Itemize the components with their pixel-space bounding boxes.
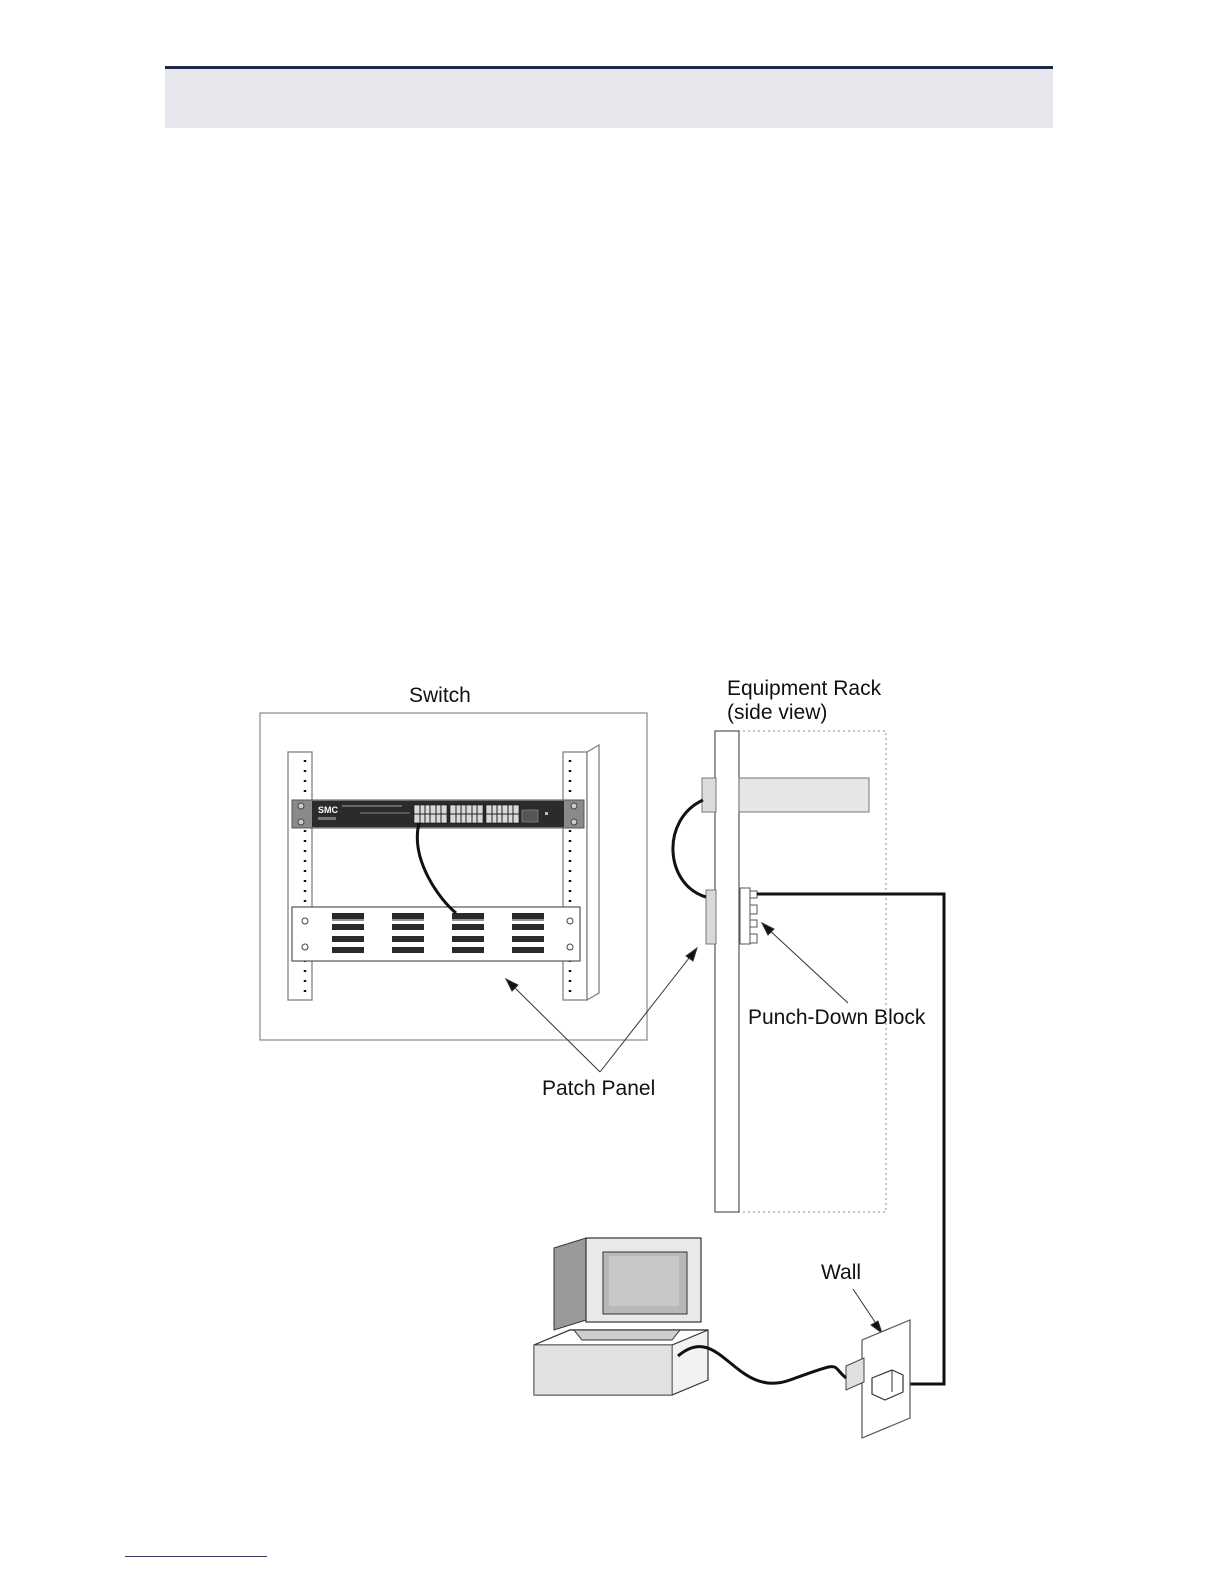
equipment-rack-side-view	[673, 677, 886, 1212]
switch-front-view	[260, 684, 647, 1040]
side-patch-cord	[673, 800, 706, 897]
switch-label: Switch	[409, 684, 471, 707]
rack-rail-left	[288, 752, 312, 1000]
switch-side	[739, 778, 869, 812]
wall-label: Wall	[821, 1261, 862, 1284]
equipment-rack-label-line1: Equipment Rack	[727, 677, 882, 700]
rack-side-post	[715, 731, 739, 1212]
patch-panel-unit	[292, 907, 580, 961]
equipment-rack-label-line2: (side view)	[727, 701, 828, 724]
footer-link-rule	[125, 1556, 267, 1557]
patch-panel-label: Patch Panel	[542, 1077, 656, 1100]
switch-front-lip	[702, 778, 716, 812]
rack-rail-right	[563, 745, 599, 1000]
patch-panel-side	[706, 890, 716, 944]
computer-workstation	[534, 1238, 708, 1395]
switch-logo: SMC	[318, 805, 338, 815]
punch-down-block	[740, 888, 757, 944]
horizontal-cable-run	[757, 894, 944, 1384]
punch-down-block-label: Punch-Down Block	[748, 1006, 926, 1029]
network-switch-unit	[292, 800, 584, 828]
wall-plate	[846, 1320, 910, 1438]
